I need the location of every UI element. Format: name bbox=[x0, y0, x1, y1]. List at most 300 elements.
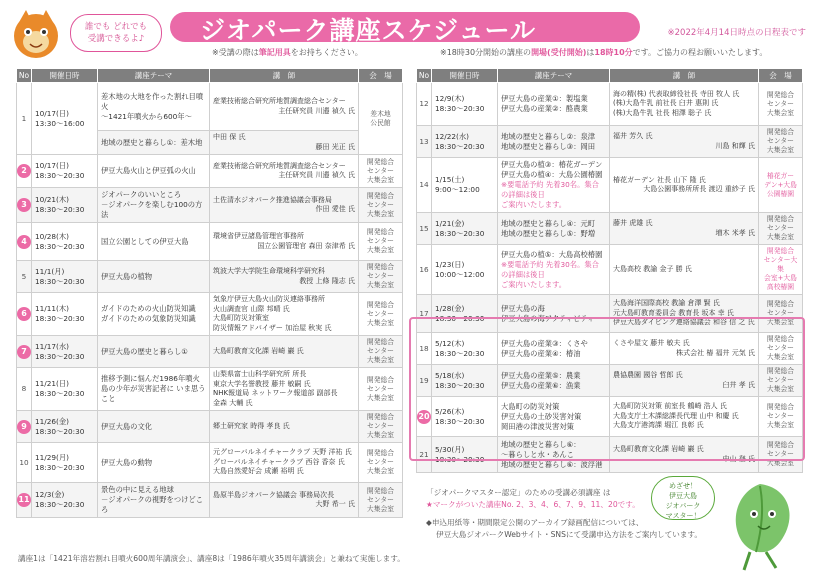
venue-line: 大集会室 bbox=[366, 281, 395, 289]
theme-line: 地域の歴史と暮らし⑥： bbox=[501, 439, 581, 449]
venue-line: 大集会室 bbox=[366, 318, 395, 327]
note-right-mid: は bbox=[586, 48, 595, 57]
venue-line: センター bbox=[367, 384, 394, 393]
venue-line: 開発総合 bbox=[766, 215, 795, 223]
theme-line: 伊豆大島の産業②：酪農業 bbox=[501, 104, 588, 113]
venue-line: 椿花ガー bbox=[766, 171, 795, 180]
table-row bbox=[417, 158, 803, 213]
datetime-line: 18:30～20:30 bbox=[435, 416, 485, 426]
theme-line: 伊豆大島の海アクティビティ bbox=[501, 313, 595, 323]
venue-line: センター bbox=[367, 166, 394, 175]
col-venue: 会 場 bbox=[759, 69, 803, 83]
venue-line: 開発総合 bbox=[766, 300, 795, 308]
venue-line: センター bbox=[367, 200, 394, 209]
venue-line: 大集会室 bbox=[766, 233, 795, 241]
theme-line: 景色の中に見える地球 bbox=[101, 485, 174, 494]
theme-line: 伊豆大島の産業④：椿油 bbox=[501, 348, 581, 358]
theme-line: 伊豆大島の動物 bbox=[101, 457, 153, 467]
venue-line: 大集会室 bbox=[766, 353, 795, 361]
venue-line: 大集会室 bbox=[766, 421, 795, 429]
datetime-line: 11/29(月) bbox=[35, 452, 70, 462]
event-datetime bbox=[32, 223, 98, 261]
lecturer-line: 大島町防災対策 前室長 鶴崎 浩人 氏 bbox=[613, 402, 727, 411]
theme-line: 伊豆大島の植④：大島公園椿園 bbox=[501, 170, 603, 179]
venue-line: 公園椿園 bbox=[766, 189, 795, 198]
venue bbox=[359, 368, 403, 411]
theme-line: －ジオパークを楽しむ100の方法 bbox=[101, 200, 203, 219]
footer-note: 講座1は「1421年溶岩割れ目噴火600周年講演会」、講座8は「1986年噴火35周年講演会」と兼ねて実施します。 bbox=[18, 554, 405, 563]
theme-line: 伊豆大島の植物 bbox=[101, 271, 153, 281]
lecturer bbox=[210, 293, 359, 336]
lecturer-line: 金森 大輔 氏 bbox=[213, 398, 253, 407]
lecturer-line: くさや屋文 藤井 敏夫 氏 bbox=[613, 339, 690, 347]
lecturer bbox=[610, 83, 759, 126]
lecturer-line: 気象庁伊豆大島火山防災連絡事務所 bbox=[213, 295, 325, 303]
datetime-line: 18:30～20:30 bbox=[35, 389, 85, 398]
theme-line: ご案内いたします。 bbox=[501, 279, 567, 289]
lecture-theme bbox=[498, 83, 610, 126]
theme-line: ジオパークのいいところ bbox=[101, 190, 182, 199]
mascot-icon bbox=[10, 6, 62, 60]
venue-line: センター bbox=[767, 376, 794, 384]
venue-line: 開発総合 bbox=[366, 157, 395, 166]
star-icon: ★ bbox=[426, 500, 433, 509]
note-right-highlight-1: 開場(受付開始) bbox=[531, 48, 587, 57]
lecturer-line: (株)大島牛乳 前社長 臼井 惠則 氏 bbox=[613, 99, 719, 108]
theme-line: 差木地の大地を作った割れ目噴火 bbox=[101, 91, 204, 111]
datetime-line: 11/21(日) bbox=[35, 379, 70, 388]
theme-line: 地域の歴史と暮らし⑤：野増 bbox=[501, 228, 596, 238]
row-number: 13 bbox=[417, 126, 432, 158]
theme-line: 伊豆大島の植⑤：大島高校椿園 bbox=[501, 249, 603, 259]
lecturer-line: 大島自然愛好会 成瀬 裕明 氏 bbox=[213, 467, 304, 476]
lecture-theme bbox=[498, 245, 610, 295]
datetime-line: 5/30(月) bbox=[435, 444, 465, 454]
theme-line: 伊豆大島火山と伊豆弧の火山 bbox=[101, 166, 196, 175]
event-datetime bbox=[32, 188, 98, 223]
lecture-theme bbox=[98, 83, 210, 131]
datetime-line: 11/11(木) bbox=[35, 304, 70, 313]
lecture-theme bbox=[498, 213, 610, 245]
lecture-theme bbox=[98, 336, 210, 368]
col-lecturer: 講 師 bbox=[610, 69, 759, 83]
theme-line: ご案内いたします。 bbox=[501, 200, 567, 209]
event-datetime bbox=[432, 83, 498, 126]
lecturer-line: グローバルネイチャークラブ 西谷 香奈 氏 bbox=[213, 457, 345, 466]
page-title: ジオパーク講座スケジュール bbox=[200, 16, 537, 45]
event-datetime bbox=[432, 213, 498, 245]
venue-line: センター bbox=[767, 412, 794, 420]
table-row bbox=[17, 83, 403, 131]
theme-line: 伊豆大島の文化 bbox=[101, 421, 153, 431]
venue bbox=[759, 126, 803, 158]
table-row bbox=[417, 126, 803, 158]
datetime-line: 13:30～16:00 bbox=[35, 118, 85, 128]
venue bbox=[759, 213, 803, 245]
venue-line: 大集会室 bbox=[366, 393, 395, 402]
lecture-theme bbox=[498, 158, 610, 213]
row-number: 17 bbox=[417, 295, 432, 333]
lecture-theme bbox=[98, 483, 210, 518]
table-row bbox=[17, 261, 403, 293]
required-badge-icon: 7 bbox=[17, 345, 31, 359]
theme-line: 伊豆大島の産業⑤：農業 bbox=[501, 370, 581, 380]
row-number bbox=[17, 223, 32, 261]
col-date: 開催日時 bbox=[432, 69, 498, 83]
lecturer-line: 大島支庁港湾課 堀江 良彰 氏 bbox=[613, 421, 704, 430]
info-line-3: ◆申込用紙等・期間限定公開のアーカイブ録画配信については、 bbox=[426, 518, 644, 527]
lecturer-line: 大島海洋国際高校 教諭 倉澤 賢 氏 bbox=[613, 299, 720, 308]
venue bbox=[359, 411, 403, 443]
venue-line: 開発総合 bbox=[766, 128, 795, 136]
venue bbox=[359, 443, 403, 483]
datetime-line: 11/1(月) bbox=[35, 266, 65, 276]
venue-line: 開発総合 bbox=[366, 228, 395, 236]
venue-line: センター bbox=[767, 344, 794, 352]
lecturer-line: 伊豆大島ダイビング連絡協議会 和谷 信 之 氏 bbox=[613, 318, 755, 327]
lecture-theme bbox=[98, 223, 210, 261]
theme-line: 伊豆大島の産業①：製塩業 bbox=[501, 94, 588, 103]
venue-line: 大集会室 bbox=[766, 318, 795, 326]
venue-line: センター bbox=[767, 137, 794, 145]
lecturer-line: 増木 米孝 氏 bbox=[715, 228, 755, 237]
mascot-bubble-line-4: マスター！ bbox=[665, 512, 701, 520]
table-row bbox=[17, 188, 403, 223]
note-left-suffix: をお持ちください。 bbox=[290, 48, 363, 57]
lecturer-line: 東京大学名誉教授 藤井 敏嗣 氏 bbox=[213, 379, 311, 388]
datetime-line: 18:30～20:30 bbox=[35, 462, 85, 472]
datetime-line: 18:30～20:30 bbox=[435, 104, 485, 113]
lecturer-line: 山梨県富士山科学研究所 所長 bbox=[213, 370, 307, 378]
theme-line: 大島町の防災対策 bbox=[501, 401, 560, 411]
venue-line: 大集会室 bbox=[366, 356, 395, 364]
lecturer-line: 中山 登 氏 bbox=[722, 454, 755, 463]
lecturer-line: 株式会社 椿 福井 元気 氏 bbox=[676, 348, 755, 357]
table-header-row bbox=[17, 69, 403, 83]
mascot-bubble-line-2: 伊豆大島 bbox=[669, 492, 697, 500]
table-row bbox=[17, 293, 403, 336]
venue-line: センター bbox=[367, 495, 394, 504]
leaf-mascot-icon bbox=[720, 478, 802, 574]
venue-line: 開発総合 bbox=[766, 367, 795, 375]
mascot-bubble-line-1: めざせ！ bbox=[669, 482, 697, 490]
datetime-line: 18:30～20:30 bbox=[35, 205, 85, 214]
lecturer bbox=[210, 223, 359, 261]
lecturer bbox=[210, 155, 359, 188]
bubble-line-1: 誰でも どれでも bbox=[84, 22, 148, 32]
row-number bbox=[17, 483, 32, 518]
lecturer-line: 島原半島ジオパーク協議会 事務局次長 bbox=[213, 490, 335, 499]
info-line-1: 「ジオパークマスター認定」のための受講必須講座 は bbox=[426, 488, 611, 497]
note-right bbox=[440, 47, 767, 58]
theme-line: ガイドのための気象防災知識 bbox=[101, 314, 196, 323]
col-lecturer: 講 師 bbox=[210, 69, 359, 83]
lecturer-line: 中田 保 氏 bbox=[213, 133, 246, 141]
col-theme: 講座テーマ bbox=[98, 69, 210, 83]
bubble-line-2: 受講できるよ♪ bbox=[87, 34, 145, 44]
row-number: 21 bbox=[417, 437, 432, 473]
venue-line: 開発総合 bbox=[366, 191, 395, 200]
venue-line: 開発総合 bbox=[766, 247, 795, 255]
venue-line: 開発総合 bbox=[366, 413, 395, 421]
venue-line: センター bbox=[767, 224, 794, 232]
datetime-line: 18:30～20:30 bbox=[35, 351, 85, 361]
datetime-line: 18:30～20:30 bbox=[435, 380, 485, 390]
venue-line: センター bbox=[367, 458, 394, 466]
theme-line: ※要電話予約 先着30名。集合の詳細は後日 bbox=[501, 180, 599, 199]
required-badge-icon: 11 bbox=[17, 493, 31, 507]
lecturer-line: NHK報道局 ネットワーク報道部 副部長 bbox=[213, 389, 338, 397]
datetime-line: 18:30～20:30 bbox=[35, 314, 85, 323]
lecture-theme bbox=[98, 443, 210, 483]
row-number: 12 bbox=[417, 83, 432, 126]
lecturer-line: 大野 希一 氏 bbox=[315, 500, 355, 508]
venue-line: 開発総合 bbox=[366, 375, 395, 384]
lecturer-line: 農協農園 國谷 哲郎 氏 bbox=[613, 371, 683, 379]
lecturer-line: 藤井 虎雄 氏 bbox=[613, 219, 653, 227]
venue-line: センター大集 bbox=[763, 256, 798, 273]
table-row bbox=[417, 213, 803, 245]
lecturer-line: 大島支庁土木課総課長代理 山中 和慶 氏 bbox=[613, 411, 739, 420]
lecturer bbox=[210, 131, 359, 155]
venue-line: デン+大島 bbox=[764, 180, 797, 189]
schedule-table-left bbox=[16, 68, 403, 518]
col-venue: 会 場 bbox=[359, 69, 403, 83]
theme-line: －ジオパークの視野をつけどころ bbox=[101, 495, 204, 514]
lecturer-line: 主任研究員 川邉 禎久 氏 bbox=[278, 106, 355, 115]
venue bbox=[759, 245, 803, 295]
venue bbox=[359, 155, 403, 188]
note-left-highlight: 筆記用具 bbox=[258, 48, 291, 57]
theme-line: 岡田港の津波災害対策 bbox=[501, 421, 574, 431]
speech-bubble bbox=[70, 14, 162, 52]
venue bbox=[359, 261, 403, 293]
venue-line: センター bbox=[767, 450, 794, 458]
theme-line: 伊豆大島の歴史と暮らし① bbox=[101, 346, 188, 356]
row-number: 8 bbox=[17, 368, 32, 411]
event-datetime bbox=[32, 411, 98, 443]
datetime-line: 12/3(金) bbox=[35, 490, 65, 499]
datetime-line: 18:30～20:30 bbox=[435, 313, 485, 323]
table-row bbox=[17, 443, 403, 483]
venue bbox=[359, 293, 403, 336]
lecturer-line: 元グローバルネイチャークラブ 天野 洋祐 氏 bbox=[213, 448, 352, 457]
datetime-line: 9:00～12:00 bbox=[435, 185, 480, 194]
lecturer-line: 福井 芳久 氏 bbox=[613, 132, 653, 140]
row-number: 16 bbox=[417, 245, 432, 295]
required-badge-icon: 6 bbox=[17, 307, 31, 321]
event-datetime bbox=[32, 443, 98, 483]
venue-line: 大集会室 bbox=[366, 504, 395, 513]
event-datetime bbox=[32, 83, 98, 155]
lecture-theme bbox=[98, 155, 210, 188]
venue-line: 大集会室 bbox=[366, 431, 395, 439]
venue-line: センター bbox=[367, 309, 394, 318]
mascot-bubble-line-3: ジオパーク bbox=[665, 502, 701, 510]
lecturer-line: 環境省伊豆諸島管理官事務所 bbox=[213, 232, 304, 240]
datetime-line: 10/17(日) bbox=[35, 108, 70, 118]
datetime-line: 12/22(水) bbox=[435, 131, 470, 141]
lecturer-line: 大島高校 教諭 金子 勝 氏 bbox=[613, 264, 692, 273]
row-number bbox=[17, 336, 32, 368]
note-left bbox=[212, 47, 363, 58]
lecturer-line: 防災情報アドバイザー 加治屋 秋実 氏 bbox=[213, 323, 332, 332]
lecturer bbox=[210, 368, 359, 411]
lecturer-line: 教授 上條 隆志 氏 bbox=[299, 276, 355, 285]
lecturer-line: 椿花ガーデン 社長 山下 隆 氏 bbox=[613, 175, 706, 184]
table-row bbox=[17, 483, 403, 518]
highlight-frame bbox=[409, 317, 805, 461]
lecturer-line: 大島公園事務所所長 渡辺 重紗子 氏 bbox=[643, 185, 755, 193]
row-number: 14 bbox=[417, 158, 432, 213]
datetime-line: 18:30～20:30 bbox=[35, 276, 85, 286]
venue-line: センター bbox=[367, 422, 394, 430]
lecturer bbox=[610, 245, 759, 295]
event-datetime bbox=[32, 261, 98, 293]
lecturer-line: 郷土研究家 時得 孝良 氏 bbox=[213, 421, 290, 430]
venue-line: 開発総合 bbox=[766, 403, 795, 411]
theme-line: 伊豆大島の海 bbox=[501, 303, 545, 313]
datetime-line: 5/18(水) bbox=[435, 370, 465, 380]
lecturer bbox=[210, 483, 359, 518]
lecturer-line: 元大島町教育委員会 教育長 坂本 幸 氏 bbox=[613, 308, 734, 317]
datetime-line: 11/17(水) bbox=[35, 341, 70, 351]
datetime-line: 11/26(金) bbox=[35, 416, 70, 426]
lecturer-line: 臼井 孝 氏 bbox=[722, 380, 755, 389]
lecturer-line: 大島町教育文化課 岩崎 巖 氏 bbox=[613, 445, 704, 453]
theme-line: 地域の歴史と暮らし③：岡田 bbox=[501, 141, 596, 151]
datetime-line: 5/12(木) bbox=[435, 338, 465, 348]
lecture-theme bbox=[98, 368, 210, 411]
venue-line: 開発総合 bbox=[366, 300, 395, 309]
note-right-highlight-2: 18時10分 bbox=[594, 48, 633, 57]
lecture-theme bbox=[98, 411, 210, 443]
datetime-line: 10/17(日) bbox=[35, 161, 70, 170]
theme-line: 伊豆大島の産業③：くさや bbox=[501, 338, 588, 348]
info-line-4: 伊豆大島ジオパークWebサイト・SNSにて受講申込方法をご案内しています。 bbox=[436, 530, 702, 539]
theme-line: 地域の歴史と暮らし②：泉津 bbox=[501, 131, 596, 141]
datetime-line: 5/26(木) bbox=[435, 406, 465, 416]
lecture-theme bbox=[98, 188, 210, 223]
datetime-line: 18:30～20:30 bbox=[35, 500, 85, 509]
lecture-theme bbox=[98, 293, 210, 336]
venue-line: 開発総合 bbox=[366, 486, 395, 495]
datetime-line: 18:30～20:30 bbox=[435, 141, 485, 151]
table-row bbox=[17, 223, 403, 261]
lecturer bbox=[210, 83, 359, 131]
lecturer-line: (株)大島牛乳 社長 相澤 聡子 氏 bbox=[613, 108, 712, 117]
lecture-theme bbox=[98, 131, 210, 155]
event-datetime bbox=[32, 336, 98, 368]
theme-line: 伊豆大島の植③：椿花ガーデン bbox=[501, 160, 603, 169]
row-number: 5 bbox=[17, 261, 32, 293]
venue-line: 開発総合 bbox=[366, 449, 395, 457]
datetime-line: 1/21(金) bbox=[435, 218, 465, 228]
venue-line: 大集会室 bbox=[366, 467, 395, 475]
col-theme: 講座テーマ bbox=[498, 69, 610, 83]
lecturer-line: 筑波大学大学院生命環境科学研究科 bbox=[213, 267, 325, 275]
table-row bbox=[17, 155, 403, 188]
col-date: 開催日時 bbox=[32, 69, 98, 83]
lecturer-line: 主任研究員 川邉 禎久 氏 bbox=[278, 171, 355, 179]
event-datetime bbox=[432, 245, 498, 295]
event-datetime bbox=[32, 155, 98, 188]
venue-line: 開発総合 bbox=[366, 338, 395, 346]
datetime-line: 18:30～20:30 bbox=[35, 426, 85, 436]
venue bbox=[759, 158, 803, 213]
as-of-date: ※2022年4月14日時点の日程表です bbox=[667, 28, 806, 38]
datetime-line: 18:30～20:30 bbox=[35, 241, 85, 251]
datetime-line: 18:30～20:30 bbox=[435, 454, 485, 464]
theme-line: ～暮らしと水・あんこ bbox=[501, 449, 574, 459]
venue-line: センター bbox=[367, 272, 394, 280]
required-badge-icon: 2 bbox=[17, 164, 31, 178]
table-row bbox=[17, 411, 403, 443]
venue-line: 大集会室 bbox=[766, 108, 795, 117]
row-number bbox=[17, 155, 32, 188]
lecturer-line: 海の精(株) 代表取締役社長 寺田 牧人 氏 bbox=[613, 89, 740, 98]
row-number bbox=[17, 411, 32, 443]
datetime-line: 1/15(土) bbox=[435, 175, 465, 184]
event-datetime bbox=[32, 483, 98, 518]
lecturer-line: 作田 愛佳 氏 bbox=[315, 205, 355, 213]
lecturer-line: 藤田 光正 氏 bbox=[315, 142, 355, 151]
venue-line: 高校椿園 bbox=[766, 283, 795, 291]
theme-line: 推移予測に悩んだ1986年噴火 bbox=[101, 374, 200, 383]
row-number bbox=[17, 188, 32, 223]
datetime-line: 10/21(木) bbox=[35, 195, 70, 204]
lecture-theme bbox=[498, 126, 610, 158]
table-row bbox=[17, 368, 403, 411]
datetime-line: 18:30～20:30 bbox=[435, 228, 485, 238]
event-datetime bbox=[432, 158, 498, 213]
datetime-line: 18:30～20:30 bbox=[35, 171, 85, 180]
lecturer bbox=[210, 443, 359, 483]
theme-line: 地域の歴史と暮らし①：差木地 bbox=[101, 137, 203, 147]
required-badge-icon: 20 bbox=[417, 410, 431, 424]
table-row bbox=[417, 245, 803, 295]
theme-line: 伊豆大島の土砂災害対策 bbox=[501, 411, 582, 421]
venue-line: センター bbox=[367, 347, 394, 355]
lecturer-line: 国立公園管理官 森田 奈津希 氏 bbox=[257, 241, 355, 250]
venue bbox=[359, 336, 403, 368]
venue-line: 大集会室 bbox=[766, 146, 795, 154]
table-row bbox=[17, 336, 403, 368]
lecturer bbox=[210, 188, 359, 223]
datetime-line: 1/28(金) bbox=[435, 303, 465, 313]
venue-line: 開発総合 bbox=[766, 335, 795, 343]
venue-line: 差木地 bbox=[370, 109, 391, 118]
note-right-prefix: ※18時30分開始の講座の bbox=[440, 48, 532, 57]
lecturer-line: 産業技術総合研究所地質調査総合センター bbox=[213, 161, 346, 170]
lecturer-line: 大島町教育文化課 岩崎 巖 氏 bbox=[213, 346, 304, 355]
venue-line: 大集会室 bbox=[366, 246, 395, 254]
col-no: No bbox=[417, 69, 432, 83]
venue bbox=[359, 83, 403, 155]
venue bbox=[359, 188, 403, 223]
lecturer bbox=[210, 336, 359, 368]
col-no: No bbox=[17, 69, 32, 83]
venue bbox=[759, 83, 803, 126]
lecturer-line: 土佐清水ジオパーク推進協議会事務局 bbox=[213, 195, 332, 204]
venue bbox=[359, 483, 403, 518]
lecturer bbox=[210, 411, 359, 443]
required-badge-icon: 4 bbox=[17, 235, 31, 249]
venue-line: センター bbox=[767, 99, 794, 108]
lecturer-line: 大島町防災対策室 bbox=[213, 314, 269, 322]
datetime-line: 10:00～12:00 bbox=[435, 269, 485, 279]
datetime-line: 10/28(木) bbox=[35, 231, 70, 241]
